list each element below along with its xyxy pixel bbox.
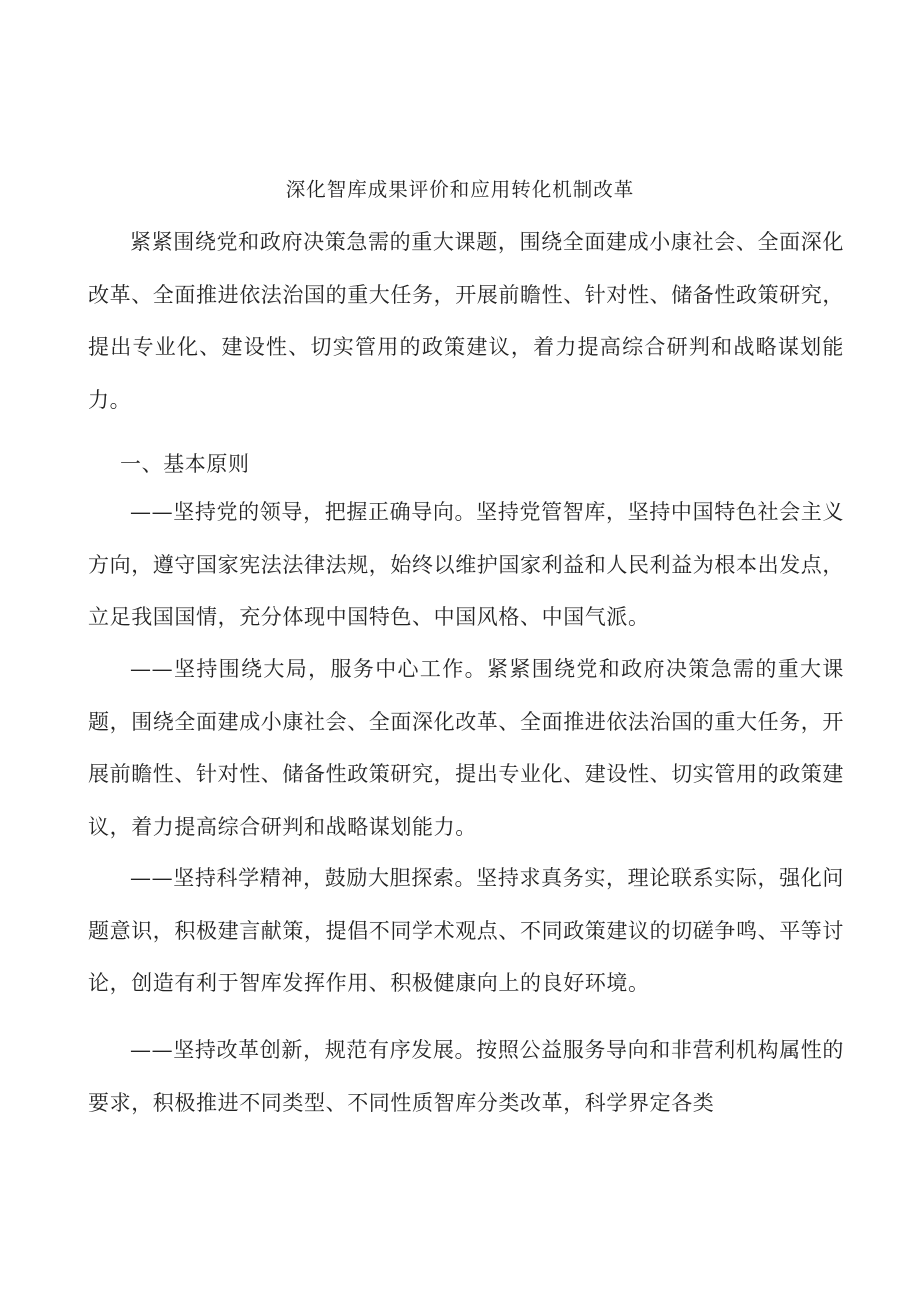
- document-title: 深化智库成果评价和应用转化机制改革: [285, 178, 635, 201]
- intro-paragraph: 紧紧围绕党和政府决策急需的重大课题，围绕全面建成小康社会、全面深化改革、全面推进依法治国的重大任务，开展前瞻性、针对性、储备性政策研究，提出专业化、建设性、切实管用的政策建议，着力提高综合研判和战略谋划能力。: [88, 230, 844, 412]
- principle-paragraph-2: ——坚持围绕大局，服务中心工作。紧紧围绕党和政府决策急需的重大课题，围绕全面建成小康社会、全面深化改革、全面推进依法治国的重大任务，开展前瞻性、针对性、储备性政策研究，提出专业化、建设性、切实管用的政策建议，着力提高综合研判和战略谋划能力。: [88, 657, 844, 839]
- section-heading: 一、基本原则: [120, 452, 250, 476]
- principle-paragraph-3: ——坚持科学精神，鼓励大胆探索。坚持求真务实，理论联系实际，强化问题意识，积极建言献策，提倡不同学术观点、不同政策建议的切磋争鸣、平等讨论，创造有利于智库发挥作用、积极健康向上的良好环境。: [88, 866, 844, 995]
- principle-paragraph-4: ——坚持改革创新，规范有序发展。按照公益服务导向和非营利机构属性的要求，积极推进不同类型、不同性质智库分类改革，科学界定各类: [88, 1038, 844, 1115]
- principle-paragraph-1: ——坚持党的领导，把握正确导向。坚持党管智库，坚持中国特色社会主义方向，遵守国家宪法法律法规，始终以维护国家利益和人民利益为根本出发点，立足我国国情，充分体现中国特色、中国风格、中国气派。: [88, 500, 844, 629]
